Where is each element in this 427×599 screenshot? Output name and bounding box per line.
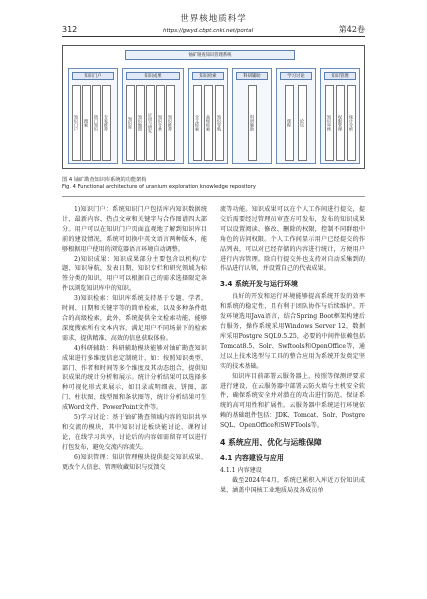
subsection-heading-4-1-1: 4.1.1 内容建设 [220, 467, 262, 475]
group-item: 科研辅助 [248, 85, 257, 161]
group-knowledge-search [188, 68, 228, 164]
group-item: 热门知识 [92, 85, 101, 161]
group-item: 全文检索 [193, 85, 202, 161]
right-column [220, 205, 365, 496]
group-title: 知识门户 [72, 72, 114, 80]
paragraph: 1)知识门户：系统知识门户包括库内知识数据统计、最新内容、热点文章和关键字与合作图谱四大部分。用户可以在知识门户页面直观地了解到知识库目前的建设情况，系统可切换中英文语言两种版本，能够根据用户使用的浏览器语言环境自动调整。 [62, 206, 207, 253]
group-item: 知识推荐 [166, 85, 175, 161]
figure-caption-cn: 图 4 铀矿勘查知识库系统的功能架构 [62, 177, 147, 183]
group-title: 科研辅助 [236, 72, 268, 80]
group-knowledge-results [122, 68, 184, 164]
group-knowledge-portal [68, 68, 118, 164]
group-item: 知识审核 [325, 85, 334, 161]
journal-url[interactable]: https://gwyd.cbpt.cnki.net/portal [162, 28, 254, 34]
group-item: 应用与研究 [146, 85, 155, 161]
group-item: 知识分类 [156, 85, 165, 161]
caption-rule [62, 196, 365, 197]
paragraph: 5)学习讨论：基于铀矿勘查领域内容的知识共享和交流的模块，其中知识讨论板块能讨论、课程讨论，在线学习共享，讨论后的内容如需留存可以进行打包发布，避免交流内容流失。 [62, 414, 207, 451]
group-item: 知识地图 [136, 85, 145, 161]
group-item: 权限管理 [336, 85, 345, 161]
paragraph: 3)知识检索：知识库系统支持基于专题、学者、时间、日期和关键字等的简单检索，以及多种条件组合的高级检索，此外，系统提供全文检索功能，能够深度搜索所有文本内容，满足用户不同场景下的检索需求，提供精准、高效的信息获取体验。 [62, 295, 207, 342]
page-number: 312 [62, 25, 78, 34]
group-item: 搜索 [82, 85, 91, 161]
section-heading-3-4: 3.4 系统开发与运行环境 [220, 280, 298, 289]
group-title: 知识管理 [324, 72, 356, 80]
paragraph: 知识库目前部署云服务器上，按照等保测评要求进行建设，在云服务器中部署云防火墙与主机安全软件，确保系统安全并对潜在的攻击进行防范，保证系统的高可用性和扩展性。云服务器中系统运行环境依赖的基础组件包括：JDK、Tomcat、Solr、Postgre SQL、OpenOffice和SWFTools等。 [220, 372, 365, 430]
figure-caption-en: Fig. 4 Functional architecture of uranium exploration knowledge repository [62, 184, 256, 190]
group-item: 知识门户 [72, 85, 81, 161]
group-item: 高级检索 [204, 85, 213, 161]
header-rule [62, 36, 365, 37]
group-learning-discussion [276, 68, 316, 164]
left-column [62, 205, 207, 472]
group-item: 知识库 [126, 85, 135, 161]
section-heading-4: 4 系统应用、优化与运维保障 [220, 438, 322, 448]
paragraph: 流等功能。知识成果可以在个人工作间进行提交，提交后需要经过管理员审查方可发布，发布的知识成果可以设置阅读、修改、删除的权限，控制不同群组中角色的访问权限。个人工作间显示用户已经提交的作品列表，可以对已经存储的内容进行统计，方便用户进行内容管理。除自行提交外也支持对自动采集到的作品进行认领，并设置自己的代表成果。 [220, 206, 365, 273]
section-heading-4-1: 4.1 内容建设与应用 [220, 454, 284, 463]
group-knowledge-management [320, 68, 360, 164]
paragraph: 4)科研辅助：科研辅助模块能够对铀矿勘查知识成果进行多维度信息定制统计，如：按照知识类型、部门、作者和时间等多个维度及其动态组合，提供知识成果的统计分析和展示。统计分析结果可以选择多种可视化形式来展示，如目录或明细表、饼图、部门、柱状图、线型图和条状图等，统计分析结果可生成Word文件、PowerPoint文件等。 [62, 344, 207, 412]
figure-top-label: 铀矿勘查知识管理系统 [125, 50, 295, 60]
paragraph: 6)知识管理：知识管理模块提供提交知识成果、更改个人信息、管理收藏知识与反馈交 [62, 453, 207, 471]
running-header [62, 24, 365, 35]
volume-label: 第42卷 [338, 25, 365, 34]
journal-title: 世界核地质科学 [180, 14, 247, 24]
paragraph: 良好的开发和运行环境能够提高系统开发的效率和系统的稳定性，且有利于团队协作与后续维护。开发环境选用Java语言，结合Spring Boot框架构建后台服务，操作系统采用Windows Server 12，数据库采用Postgre SQL9.5.25，必要的中间件依赖包括Tomcat8.5、Solr、Swftools和OpenOffice等，通过以上技术选型与工具的整合应用为系统开发奠定坚实的技术基础。 [220, 293, 365, 370]
group-item: 统计分析 [347, 85, 356, 161]
group-title: 学习讨论 [280, 72, 312, 80]
group-item: 课程 [285, 85, 294, 161]
paragraph: 2)知识成果：知识成果部分主要包含以机构/专题、知识导航、发表日期、知识专栏和研究领域为标签分类的知识，用户可以根据自己的需求选择限定条件以浏览知识库中的知识。 [62, 255, 207, 293]
group-item: 知识导航 [215, 85, 224, 161]
figure-4 [62, 45, 365, 169]
paragraph: 截至2024年4月，系统已累积入库近万份知识成果，涵盖中国核工业地质局及各成员单 [220, 476, 365, 494]
group-title: 知识成果 [126, 72, 180, 80]
group-item: 论坛 [298, 85, 307, 161]
group-research-assist [232, 68, 272, 164]
group-title: 知识检索 [192, 72, 224, 80]
group-item: 专家推荐 [102, 85, 111, 161]
